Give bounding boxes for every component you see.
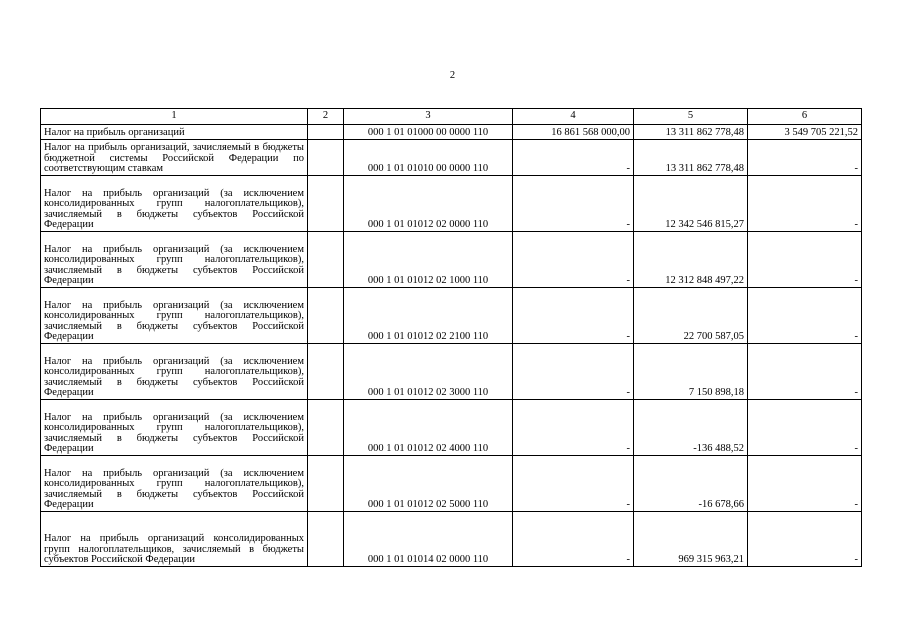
row-code: 000 1 01 01012 02 4000 110 xyxy=(344,400,513,456)
page-number: 2 xyxy=(449,70,456,81)
row-col2 xyxy=(308,288,344,344)
row-col5: -16 678,66 xyxy=(634,456,748,512)
header-col-2: 2 xyxy=(308,109,344,125)
revenue-table xyxy=(40,108,862,567)
row-code: 000 1 01 01012 02 2100 110 xyxy=(344,288,513,344)
row-col6: - xyxy=(748,344,862,400)
row-name: Налог на прибыль организаций (за исключением консолидированных групп налогоплательщиков), зачисляемый в бюджеты субъектов Российской Федерации xyxy=(41,400,308,456)
row-col6: - xyxy=(748,400,862,456)
row-col6: - xyxy=(748,512,862,567)
table-row xyxy=(41,140,862,176)
header-row xyxy=(41,109,862,125)
row-col2 xyxy=(308,176,344,232)
row-code: 000 1 01 01010 00 0000 110 xyxy=(344,140,513,176)
row-col5: 969 315 963,21 xyxy=(634,512,748,567)
row-code: 000 1 01 01012 02 1000 110 xyxy=(344,232,513,288)
row-col6: - xyxy=(748,288,862,344)
row-col5: 7 150 898,18 xyxy=(634,344,748,400)
row-name: Налог на прибыль организаций, зачисляемый в бюджеты бюджетной системы Российской Федерации по соответствующим ставкам xyxy=(41,140,308,176)
row-name: Налог на прибыль организаций (за исключением консолидированных групп налогоплательщиков), зачисляемый в бюджеты субъектов Российской Федерации xyxy=(41,232,308,288)
row-col4: - xyxy=(513,456,634,512)
row-col5: 12 312 848 497,22 xyxy=(634,232,748,288)
row-col4: - xyxy=(513,232,634,288)
table-row xyxy=(41,125,862,140)
table-row xyxy=(41,400,862,456)
row-col4: - xyxy=(513,344,634,400)
row-col4: - xyxy=(513,288,634,344)
row-col4: - xyxy=(513,512,634,567)
row-col6: 3 549 705 221,52 xyxy=(748,125,862,140)
row-col2 xyxy=(308,344,344,400)
table-row xyxy=(41,344,862,400)
header-col-5: 5 xyxy=(634,109,748,125)
row-code: 000 1 01 01012 02 0000 110 xyxy=(344,176,513,232)
row-col5: -136 488,52 xyxy=(634,400,748,456)
row-col2 xyxy=(308,400,344,456)
table-row xyxy=(41,232,862,288)
row-col2 xyxy=(308,456,344,512)
row-name: Налог на прибыль организаций (за исключением консолидированных групп налогоплательщиков), зачисляемый в бюджеты субъектов Российской Федерации xyxy=(41,456,308,512)
header-col-1: 1 xyxy=(41,109,308,125)
row-code: 000 1 01 01000 00 0000 110 xyxy=(344,125,513,140)
header-col-3: 3 xyxy=(344,109,513,125)
header-col-4: 4 xyxy=(513,109,634,125)
row-code: 000 1 01 01012 02 5000 110 xyxy=(344,456,513,512)
row-col6: - xyxy=(748,176,862,232)
table-row xyxy=(41,456,862,512)
row-col4: - xyxy=(513,176,634,232)
row-col6: - xyxy=(748,140,862,176)
row-name: Налог на прибыль организаций (за исключением консолидированных групп налогоплательщиков), зачисляемый в бюджеты субъектов Российской Федерации xyxy=(41,176,308,232)
row-col6: - xyxy=(748,456,862,512)
row-name: Налог на прибыль организаций консолидированных групп налогоплательщиков, зачисляемый в бюджеты субъектов Российской Федерации xyxy=(41,512,308,567)
row-code: 000 1 01 01012 02 3000 110 xyxy=(344,344,513,400)
row-col2 xyxy=(308,140,344,176)
row-code: 000 1 01 01014 02 0000 110 xyxy=(344,512,513,567)
row-col4: 16 861 568 000,00 xyxy=(513,125,634,140)
table-row xyxy=(41,512,862,567)
row-col4: - xyxy=(513,400,634,456)
row-col6: - xyxy=(748,232,862,288)
header-col-6: 6 xyxy=(748,109,862,125)
table-row xyxy=(41,288,862,344)
row-col5: 13 311 862 778,48 xyxy=(634,140,748,176)
row-col5: 12 342 546 815,27 xyxy=(634,176,748,232)
row-col5: 22 700 587,05 xyxy=(634,288,748,344)
row-name: Налог на прибыль организаций (за исключением консолидированных групп налогоплательщиков), зачисляемый в бюджеты субъектов Российской Федерации xyxy=(41,344,308,400)
row-name: Налог на прибыль организаций (за исключением консолидированных групп налогоплательщиков), зачисляемый в бюджеты субъектов Российской Федерации xyxy=(41,288,308,344)
row-name: Налог на прибыль организаций xyxy=(41,125,308,140)
row-col2 xyxy=(308,512,344,567)
row-col2 xyxy=(308,232,344,288)
row-col5: 13 311 862 778,48 xyxy=(634,125,748,140)
row-col2 xyxy=(308,125,344,140)
table-row xyxy=(41,176,862,232)
row-col4: - xyxy=(513,140,634,176)
